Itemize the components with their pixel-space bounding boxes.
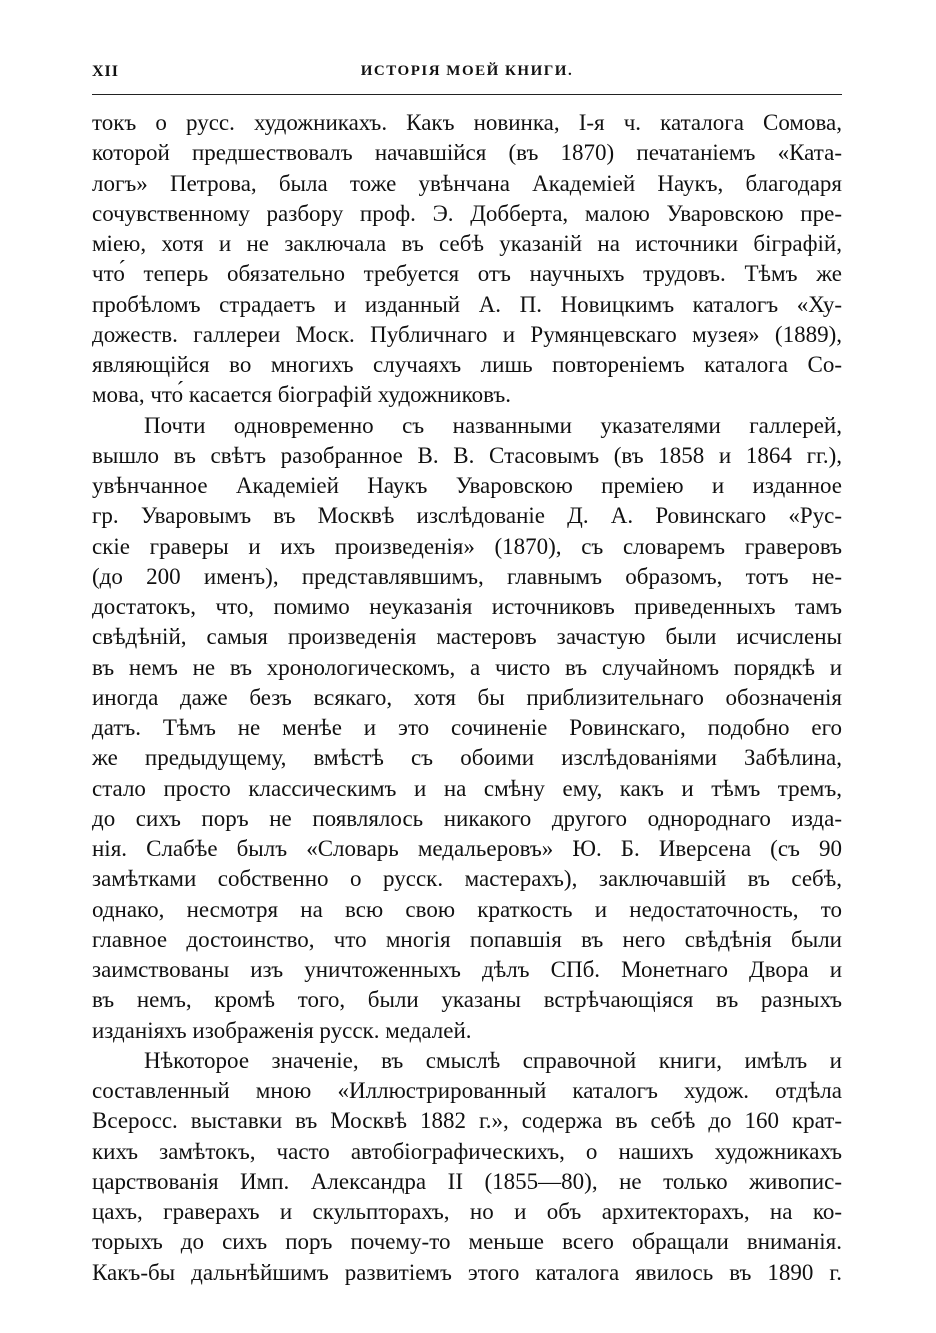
text-line: главное достоинство, что многія попавшія въ него свѣдѣнія были (92, 926, 842, 952)
text-line: въ немъ, кромѣ того, были указаны встрѣчающіяся въ разныхъ (92, 987, 842, 1013)
text-line: изданіяхъ изображенія русск. медалей. (92, 1017, 472, 1043)
text-line: пробѣломъ страдаетъ и изданный А. П. Новицкимъ каталогъ «Ху- (92, 291, 842, 317)
text-line: Нѣкоторое значеніе, въ смыслѣ справочной книги, имѣлъ и (144, 1047, 842, 1073)
body-text (92, 108, 842, 1288)
text-line: увѣнчанное Академіей Наукъ Уваровскою преміею и изданное (92, 473, 842, 498)
text-line: однако, несмотря на всю свою краткость и недостаточность, то (92, 896, 842, 922)
text-line: вышло въ свѣтъ разобранное В. В. Стасовымъ (въ 1858 и 1864 гг.), (92, 442, 842, 468)
paragraph-1 (92, 108, 842, 411)
text-line: заимствованы изъ уничтоженныхъ дѣлъ СПб. Монетнаго Двора и (92, 957, 842, 982)
text-line: замѣтками собственно о русск. мастерахъ), заключавшій въ себѣ, (92, 866, 842, 892)
text-line: достатокъ, что, помимо неуказанія источниковъ приведенныхъ тамъ (92, 594, 842, 619)
text-line: скіе граверы и ихъ произведенія» (1870), съ словаремъ граверовъ (92, 533, 842, 559)
text-line: сочувственному разбору проф. Э. Добберта, малою Уваровскою пре- (92, 200, 842, 226)
text-line: иногда даже безъ всякаго, хотя бы приблизительнаго обозначенія (92, 684, 842, 710)
running-header (92, 63, 842, 89)
text-line: Всеросс. выставки въ Москвѣ 1882 г.», содержа въ себѣ до 160 крат- (92, 1108, 842, 1134)
text-line: дожеств. галлереи Моск. Публичнаго и Румянцевскаго музея» (1889), (92, 321, 842, 347)
text-line: нія. Слабѣе былъ «Словарь медальеровъ» Ю. Б. Иверсена (съ 90 (92, 836, 842, 861)
text-line: (до 200 именъ), представлявшимъ, главнымъ образомъ, тотъ не- (92, 563, 842, 589)
text-line: датъ. Тѣмъ не менѣе и это сочиненіе Ровинскаго, подобно его (92, 715, 842, 740)
text-line: въ немъ не въ хронологическомъ, а чисто въ случайномъ порядкѣ и (92, 654, 842, 680)
running-title: ИСТОРІЯ МОЕЙ КНИГИ. (360, 63, 574, 79)
text-line: стало просто классическимъ и на смѣну ему, какъ и тѣмъ тремъ, (92, 775, 842, 801)
text-line: Какъ-бы дальнѣйшимъ развитіемъ этого каталога явилось въ 1890 г. (92, 1259, 842, 1285)
text-line: же предыдущему, вмѣстѣ съ обоими изслѣдованіями Забѣлина, (92, 745, 842, 771)
text-line: что́ теперь обязательно требуется отъ научныхъ трудовъ. Тѣмъ же (92, 261, 842, 287)
text-line: составленный мною «Иллюстрированный каталогъ худож. отдѣла (92, 1078, 842, 1103)
text-line: до сихъ поръ не появлялось никакого другого однороднаго изда- (92, 805, 842, 831)
page-number: XII (92, 63, 120, 80)
text-line: міею, хотя и не заключала въ себѣ указаній на источники біграфій, (92, 231, 842, 256)
text-line: кихъ замѣтокъ, часто автобіографическихъ, о нашихъ художникахъ (92, 1138, 842, 1164)
text-line: цахъ, граверахъ и скульпторахъ, но и объ архитекторахъ, на ко- (92, 1199, 842, 1224)
text-line: которой предшествовалъ начавшійся (въ 1870) печатаніемъ «Ката- (92, 140, 842, 166)
paragraph-3 (92, 1046, 842, 1288)
text-line: свѣдѣній, самыя произведенія мастеровъ зачастую были исчислены (92, 624, 842, 650)
paragraph-2 (92, 411, 842, 1046)
text-line: являющійся во многихъ случаяхъ лишь повтореніемъ каталога Со- (92, 352, 842, 377)
book-page (92, 0, 842, 1333)
text-line: гр. Уваровымъ въ Москвѣ изслѣдованіе Д. А. Ровинскаго «Рус- (92, 503, 842, 529)
text-line: логъ» Петрова, была тоже увѣнчана Академіей Наукъ, благодаря (92, 170, 842, 196)
text-line: торыхъ до сихъ поръ почему-то меньше всего обращали вниманія. (92, 1229, 842, 1255)
text-line: Почти одновременно съ названными указателями галлерей, (144, 412, 842, 438)
text-line: царствованія Имп. Александра II (1855—80), не только живопис- (92, 1168, 842, 1194)
text-line: токъ о русс. художникахъ. Какъ новинка, I-я ч. каталога Сомова, (92, 110, 842, 135)
text-line: мова, что́ касается біографій художниковъ. (92, 382, 512, 408)
header-rule (92, 94, 842, 95)
